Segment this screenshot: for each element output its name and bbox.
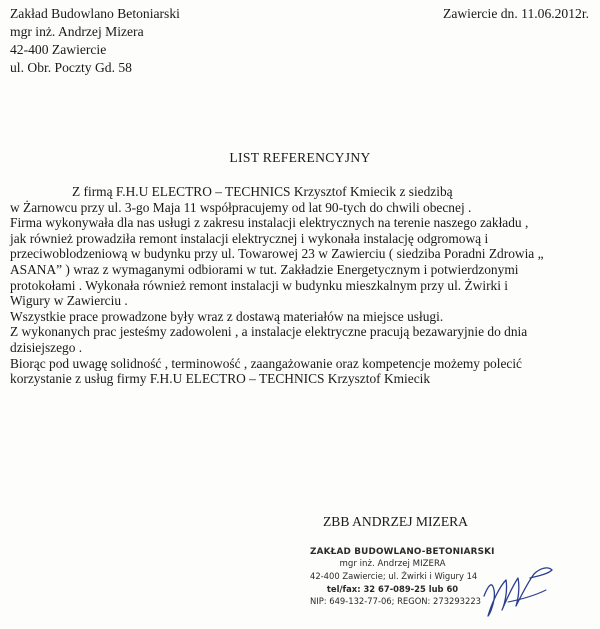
body-line: Wigury w Zawierciu . xyxy=(10,293,128,309)
sender-owner: mgr inż. Andrzej Mizera xyxy=(10,24,144,39)
body-line: Wszystkie prace prowadzone były wraz z dostawą materiałów na miejsce usługi. xyxy=(10,308,444,324)
body-line: jak również prowadziła remont instalacji elektrycznej i wykonała instalację odgromową i xyxy=(10,230,489,246)
letter-title: LIST REFERENCYJNY xyxy=(229,150,371,165)
stamp-ids: NIP: 649-132-77-06; REGON: 273293223 xyxy=(310,595,482,606)
sender-block xyxy=(10,5,180,77)
body-line: korzystanie z usług firmy F.H.U ELECTRO – TECHNICS Krzysztof Kmiecik xyxy=(10,371,431,387)
letter-body xyxy=(10,184,595,387)
body-line: Biorąc pod uwagę solidność , terminowość , zaangażowanie oraz kompetencje możemy polecić xyxy=(10,355,523,371)
company-stamp xyxy=(310,546,495,607)
handwritten-signature xyxy=(478,556,558,622)
body-line: protokołami . Wykonała również remont instalacji w budynku mieszkalnym przy ul. Żwirki i xyxy=(10,277,509,293)
stamp-address: 42-400 Zawiercie; ul. Żwirki i Wigury 14 xyxy=(310,571,478,582)
body-line: ASANA” ) wraz z wymaganymi odbiorami w tut. Zakładzie Energetycznym i potwierdzonymi xyxy=(10,261,519,277)
place-date: Zawiercie dn. 11.06.2012r. xyxy=(443,6,589,21)
body-line: dzisiejszego . xyxy=(10,339,83,355)
body-line: Firma wykonywała dla nas usługi z zakresu instalacji elektrycznych na terenie naszego zakładu , xyxy=(10,215,529,231)
body-line: Z wykonanych prac jesteśmy zadowoleni , a instalacje elektryczne pracują bezawaryjnie do dnia xyxy=(10,324,528,340)
stamp-company-name: ZAKŁAD BUDOWLANO-BETONIARSKI xyxy=(310,547,495,557)
sender-street: ul. Obr. Poczty Gd. 58 xyxy=(10,60,132,75)
body-line: Z firmą F.H.U ELECTRO – TECHNICS Krzysztof Kmiecik z siedzibą xyxy=(72,184,453,199)
body-line: przeciwoblodzeniową w budynku przy ul. Towarowej 23 w Zawierciu ( siedziba Poradni Zdrowia „ xyxy=(10,246,544,262)
stamp-owner: mgr inż. Andrzej MIZERA xyxy=(339,559,446,570)
signoff: ZBB ANDRZEJ MIZERA xyxy=(323,514,469,529)
body-line: w Żarnowcu przy ul. 3-go Maja 11 współpracujemy od lat 90-tych do chwili obecnej . xyxy=(10,199,472,215)
sender-company: Zakład Budowlano Betoniarski xyxy=(10,6,180,21)
stamp-phone: tel/fax: 32 67-089-25 lub 60 xyxy=(326,583,459,594)
sender-city: 42-400 Zawiercie xyxy=(10,42,107,57)
